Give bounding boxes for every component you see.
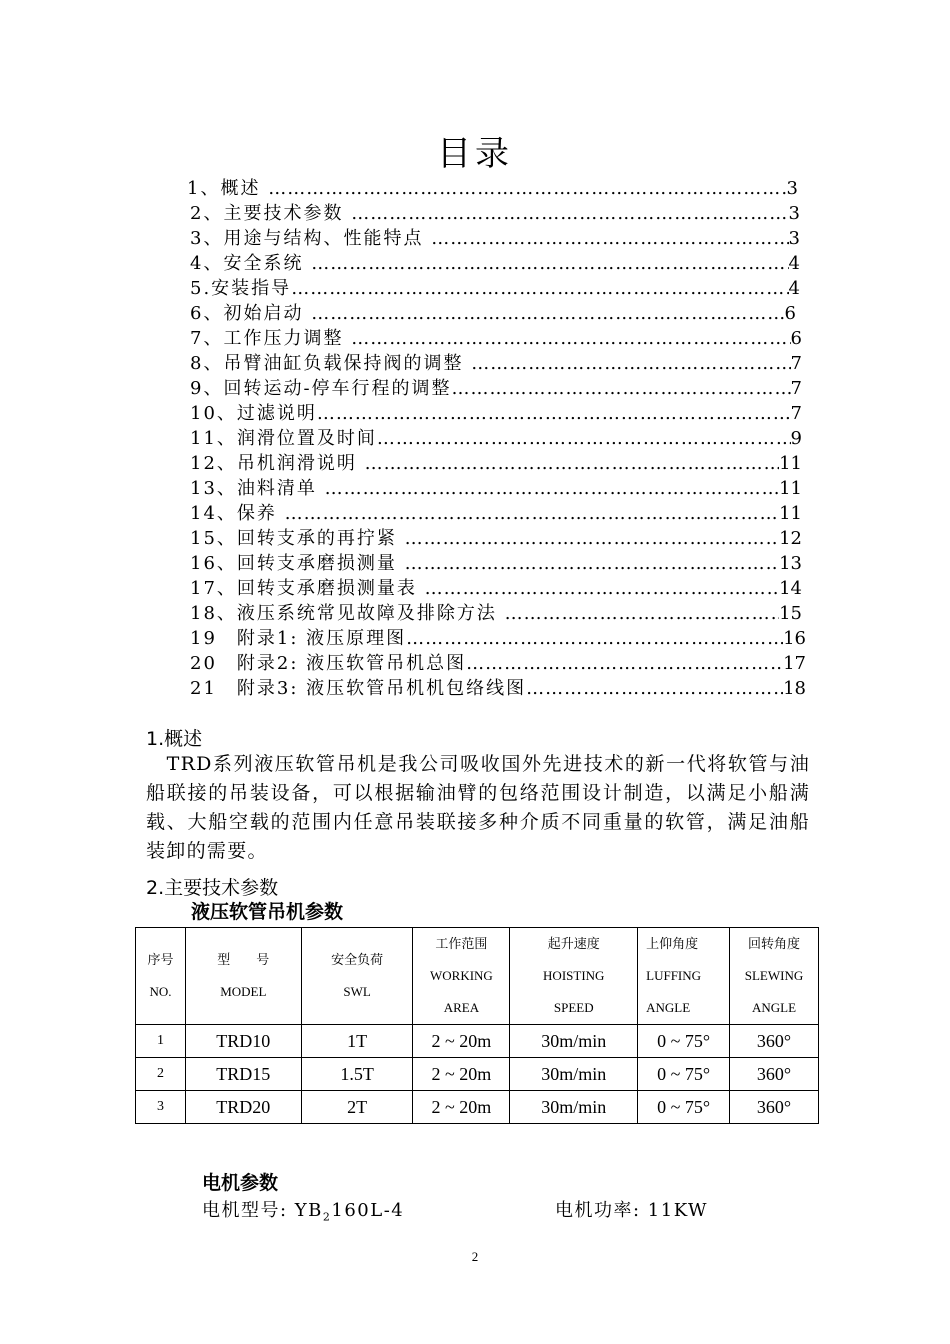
header-en: HOISTING [543, 968, 605, 983]
toc-entry[interactable] [190, 624, 806, 648]
table-title: 液压软管吊机参数 [191, 901, 344, 923]
toc-entry-label: 16、回转支承磨损测量 [190, 553, 397, 574]
motor-model-code: 160L-4 [331, 1200, 405, 1221]
header-cn: 安全负荷 [331, 952, 384, 967]
toc-entry[interactable] [190, 599, 802, 623]
header-en: NO. [149, 984, 172, 999]
cell-slewing-angle: 360° [730, 1091, 819, 1124]
toc-entry-page: 3 [786, 178, 798, 199]
toc-entry-label: 3、用途与结构、性能特点 [190, 228, 424, 249]
toc-entry-page: 7 [790, 403, 802, 424]
toc-entry[interactable] [190, 224, 800, 248]
toc-entry[interactable] [190, 549, 802, 573]
cell-working-area: 2 ~ 20m [413, 1091, 510, 1124]
toc-leader-dots [406, 628, 783, 649]
header-slewing-angle [730, 928, 819, 1025]
header-en2: AREA [443, 1000, 480, 1015]
toc-entry-label: 8、吊臂油缸负载保持阀的调整 [190, 353, 464, 374]
toc-entry-label: 12、吊机润滑说明 [190, 453, 357, 474]
header-en: SLEWING [744, 968, 804, 983]
toc-entry[interactable] [190, 399, 802, 423]
cell-working-area: 2 ~ 20m [413, 1025, 510, 1058]
toc-entry[interactable] [190, 424, 802, 448]
toc-leader-dots [526, 678, 783, 699]
motor-power: 电机功率: 11KW [555, 1200, 708, 1221]
header-cn: 型 号 [217, 952, 270, 967]
toc-entry-page: 4 [788, 278, 800, 299]
toc-entry[interactable] [190, 574, 802, 598]
toc-leader-dots [405, 553, 779, 574]
toc-entry-page: 17 [783, 653, 806, 674]
table-row [136, 1025, 819, 1058]
cell-no: 1 [136, 1025, 186, 1058]
toc-entry[interactable] [190, 449, 802, 473]
toc-entry-page: 11 [779, 503, 802, 524]
header-cn: 上仰角度 [646, 936, 699, 951]
toc-entry-label: 9、回转运动-停车行程的调整 [190, 378, 452, 399]
toc-leader-dots [351, 328, 790, 349]
toc-entry-label: 15、回转支承的再拧紧 [190, 528, 397, 549]
header-en2: ANGLE [752, 1000, 797, 1015]
cell-swl: 1T [301, 1025, 413, 1058]
header-en: SWL [343, 984, 371, 999]
toc-entry-page: 11 [779, 478, 802, 499]
toc-leader-dots [325, 478, 779, 499]
toc-entry-label: 13、油料清单 [190, 478, 317, 499]
cell-slewing-angle: 360° [730, 1025, 819, 1058]
toc-entry-page: 6 [790, 328, 802, 349]
header-cn: 回转角度 [748, 936, 801, 951]
toc-leader-dots [452, 378, 791, 399]
cell-model: TRD15 [185, 1058, 301, 1091]
toc-entry[interactable] [190, 474, 802, 498]
cell-no: 3 [136, 1091, 186, 1124]
section-1-body: TRD系列液压软管吊机是我公司吸收国外先进技术的新一代将软管与油船联接的吊装设备，可以根据输油臂的包络范围设计制造，以满足小船满载、大船空载的范围内任意吊装联接多种介质不同重量的软管，满足油船装卸的需要。 [146, 753, 810, 862]
toc-entry[interactable] [190, 349, 802, 373]
toc-leader-dots [431, 228, 788, 249]
header-hoisting-speed [510, 928, 638, 1025]
toc-entry[interactable] [190, 374, 802, 398]
toc-entry-label: 18、液压系统常见故障及排除方法 [190, 603, 497, 624]
toc-leader-dots [351, 203, 788, 224]
cell-luffing-angle: 0 ~ 75° [638, 1058, 730, 1091]
motor-model-subscript: 2 [322, 1210, 332, 1224]
toc-entry-page: 13 [779, 553, 802, 574]
toc-entry[interactable] [190, 299, 796, 323]
toc-leader-dots [291, 278, 788, 299]
header-swl [301, 928, 413, 1025]
toc-entry-label: 2、主要技术参数 [190, 203, 344, 224]
toc-entry-label: 4、安全系统 [190, 253, 304, 274]
toc-entry[interactable] [190, 499, 802, 523]
motor-model [202, 1196, 404, 1224]
toc-leader-dots [311, 253, 788, 274]
toc-entry-label: 14、保养 [190, 503, 277, 524]
toc-entry-page: 9 [790, 428, 802, 449]
toc-leader-dots [466, 653, 783, 674]
toc-entry-label: 1、概述 [187, 178, 261, 199]
toc-leader-dots [377, 428, 791, 449]
cell-no: 2 [136, 1058, 186, 1091]
toc-leader-dots [471, 353, 790, 374]
toc-entry-label: 19 附录1: 液压原理图 [190, 628, 407, 649]
cell-model: TRD10 [185, 1025, 301, 1058]
toc-entry-page: 11 [779, 453, 802, 474]
toc-entry-label: 7、工作压力调整 [190, 328, 344, 349]
header-en2: ANGLE [646, 1000, 691, 1015]
toc-entry[interactable] [190, 524, 802, 548]
toc-entry-label: 10、过滤说明 [190, 403, 317, 424]
header-luffing-angle [638, 928, 730, 1025]
toc-entry[interactable] [190, 199, 800, 223]
toc-leader-dots [425, 578, 779, 599]
motor-model-label: 电机型号: YB [202, 1200, 323, 1221]
motor-heading: 电机参数 [202, 1172, 279, 1194]
toc-leader-dots [285, 503, 779, 524]
toc-entry[interactable] [190, 274, 800, 298]
cell-hoisting-speed: 30m/min [510, 1091, 638, 1124]
toc-entry[interactable] [187, 174, 798, 198]
cell-hoisting-speed: 30m/min [510, 1058, 638, 1091]
toc-entry-page: 15 [779, 603, 802, 624]
cell-working-area: 2 ~ 20m [413, 1058, 510, 1091]
toc-entry-label: 6、初始启动 [190, 303, 304, 324]
cell-luffing-angle: 0 ~ 75° [638, 1091, 730, 1124]
header-en: MODEL [220, 984, 267, 999]
toc-leader-dots [317, 403, 791, 424]
cell-model: TRD20 [185, 1091, 301, 1124]
toc-entry-page: 18 [783, 678, 806, 699]
toc-entry-page: 7 [790, 353, 802, 374]
toc-entry[interactable] [190, 249, 800, 273]
toc-entry-page: 3 [788, 228, 800, 249]
cell-swl: 2T [301, 1091, 413, 1124]
toc-leader-dots [505, 603, 779, 624]
cell-swl: 1.5T [301, 1058, 413, 1091]
cell-slewing-angle: 360° [730, 1058, 819, 1091]
toc-entry-label: 20 附录2: 液压软管吊机总图 [190, 653, 467, 674]
page-number: 2 [471, 1249, 479, 1264]
cell-luffing-angle: 0 ~ 75° [638, 1025, 730, 1058]
toc-entry[interactable] [190, 324, 802, 348]
table-row [136, 1091, 819, 1124]
toc-leader-dots [365, 453, 779, 474]
toc-entry-page: 4 [788, 253, 800, 274]
toc-entry[interactable] [190, 649, 806, 673]
header-no [136, 928, 186, 1025]
table-row [136, 1058, 819, 1091]
header-cn: 序号 [147, 952, 174, 967]
header-model [185, 928, 301, 1025]
toc-entry-label: 17、回转支承磨损测量表 [190, 578, 417, 599]
toc-entry-page: 14 [779, 578, 802, 599]
header-working-area [413, 928, 510, 1025]
toc-entry-page: 6 [784, 303, 796, 324]
toc-entry-page: 12 [779, 528, 802, 549]
toc-entry-page: 16 [783, 628, 806, 649]
toc-entry-label: 21 附录3: 液压软管吊机机包络线图 [190, 678, 527, 699]
toc-leader-dots [311, 303, 784, 324]
table-header-row [136, 928, 819, 1025]
cell-hoisting-speed: 30m/min [510, 1025, 638, 1058]
header-cn: 工作范围 [435, 936, 488, 951]
toc-entry[interactable] [190, 674, 806, 698]
toc-leader-dots [405, 528, 779, 549]
toc-entry-label: 5.安装指导 [190, 278, 292, 299]
header-en2: SPEED [553, 1000, 594, 1015]
toc-leader-dots [268, 178, 786, 199]
toc-title: 目录 [437, 134, 513, 174]
header-en: LUFFING [646, 968, 702, 983]
toc-entry-page: 7 [790, 378, 802, 399]
section-1-heading: 1.概述 [146, 728, 203, 750]
section-2-heading: 2.主要技术参数 [146, 877, 279, 899]
crane-parameters-table [135, 927, 819, 1124]
toc-entry-label: 11、润滑位置及时间 [190, 428, 377, 449]
header-en: WORKING [429, 968, 493, 983]
header-cn: 起升速度 [547, 936, 600, 951]
toc-entry-page: 3 [788, 203, 800, 224]
